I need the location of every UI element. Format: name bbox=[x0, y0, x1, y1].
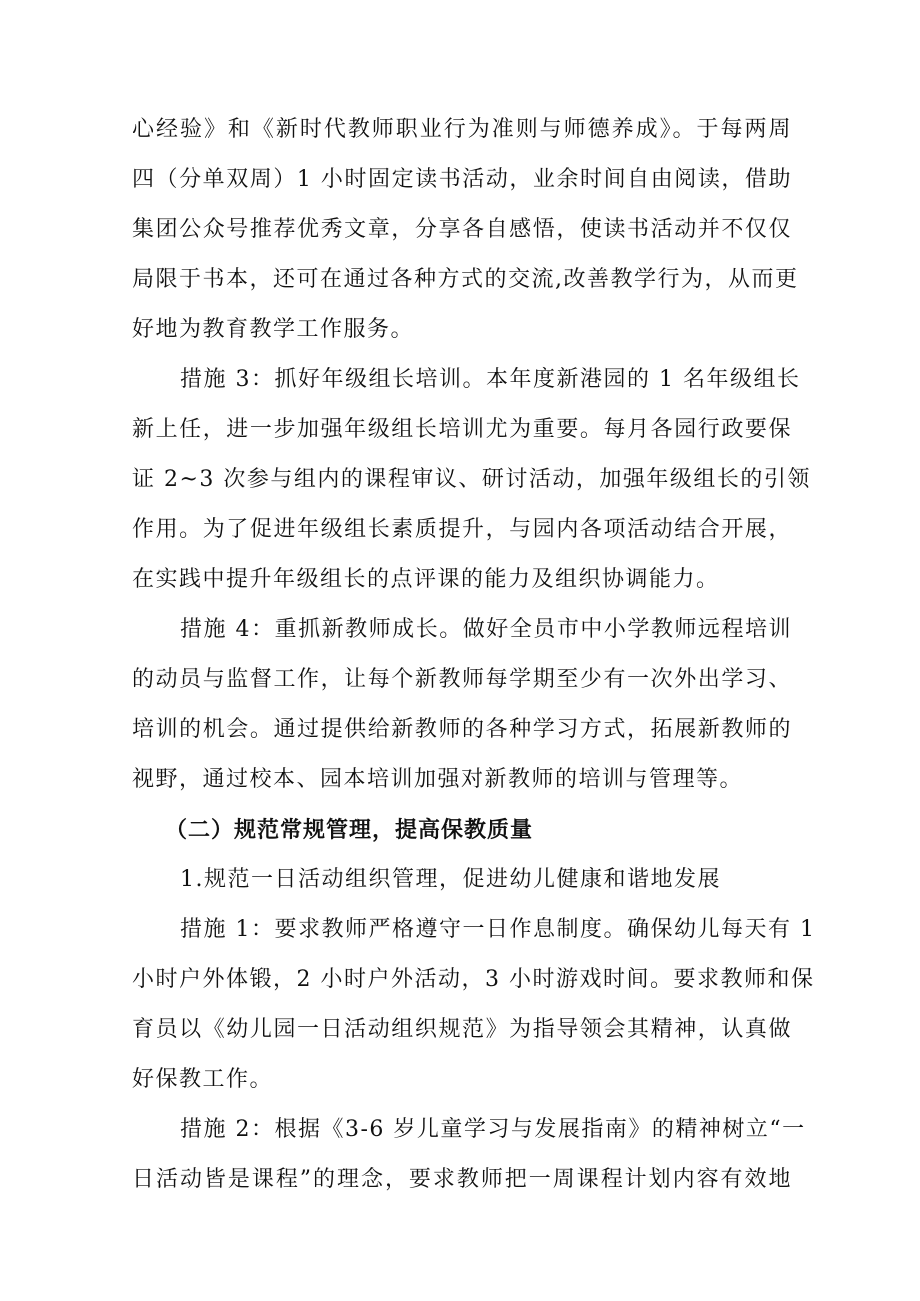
measure-4-paragraph-start: 措施 4：重抓新教师成长。做好全员市中小学教师远程培训 bbox=[180, 617, 792, 642]
subsection-heading: 1.规范一日活动组织管理，促进幼儿健康和谐地发展 bbox=[180, 867, 721, 892]
body-text-line: 好地为教育教学工作服务。 bbox=[132, 317, 415, 342]
measure-2-paragraph-start: 措施 2：根据《3-6 岁儿童学习与发展指南》的精神树立“一 bbox=[180, 1117, 806, 1142]
body-text-line: 心经验》和《新时代教师职业行为准则与师德养成》。于每两周 bbox=[132, 117, 792, 142]
body-text-line: 好保教工作。 bbox=[132, 1067, 274, 1092]
body-text-line: 育员以《幼儿园一日活动组织规范》为指导领会其精神，认真做 bbox=[132, 1017, 792, 1042]
body-text-line: 四（分单双周）1 小时固定读书活动，业余时间自由阅读，借助 bbox=[132, 167, 792, 192]
body-text-line: 培训的机会。通过提供给新教师的各种学习方式，拓展新教师的 bbox=[132, 717, 792, 742]
measure-3-paragraph-start: 措施 3：抓好年级组长培训。本年度新港园的 1 名年级组长 bbox=[180, 367, 801, 392]
body-text-line: 小时户外体锻，2 小时户外活动，3 小时游戏时间。要求教师和保 bbox=[132, 967, 815, 992]
body-text-line: 集团公众号推荐优秀文章，分享各自感悟，使读书活动并不仅仅 bbox=[132, 217, 792, 242]
body-text-line: 证 2~3 次参与组内的课程审议、研讨活动，加强年级组长的引领 bbox=[132, 467, 811, 492]
body-text-line: 日活动皆是课程”的理念，要求教师把一周课程计划内容有效地 bbox=[132, 1167, 792, 1192]
body-text-line: 在实践中提升年级组长的点评课的能力及组织协调能力。 bbox=[132, 567, 720, 592]
body-text-line: 新上任，进一步加强年级组长培训尤为重要。每月各园行政要保 bbox=[132, 417, 792, 442]
body-text-line: 局限于书本，还可在通过各种方式的交流,改善教学行为，从而更 bbox=[132, 267, 799, 292]
body-text-line: 视野，通过校本、园本培训加强对新教师的培训与管理等。 bbox=[132, 767, 744, 792]
body-text-line: 作用。为了促进年级组长素质提升，与园内各项活动结合开展， bbox=[132, 517, 792, 542]
measure-1-paragraph-start: 措施 1：要求教师严格遵守一日作息制度。确保幼儿每天有 1 bbox=[180, 917, 816, 942]
section-heading: （二）规范常规管理，提高保教质量 bbox=[165, 817, 534, 843]
body-text-line: 的动员与监督工作，让每个新教师每学期至少有一次外出学习、 bbox=[132, 667, 792, 692]
